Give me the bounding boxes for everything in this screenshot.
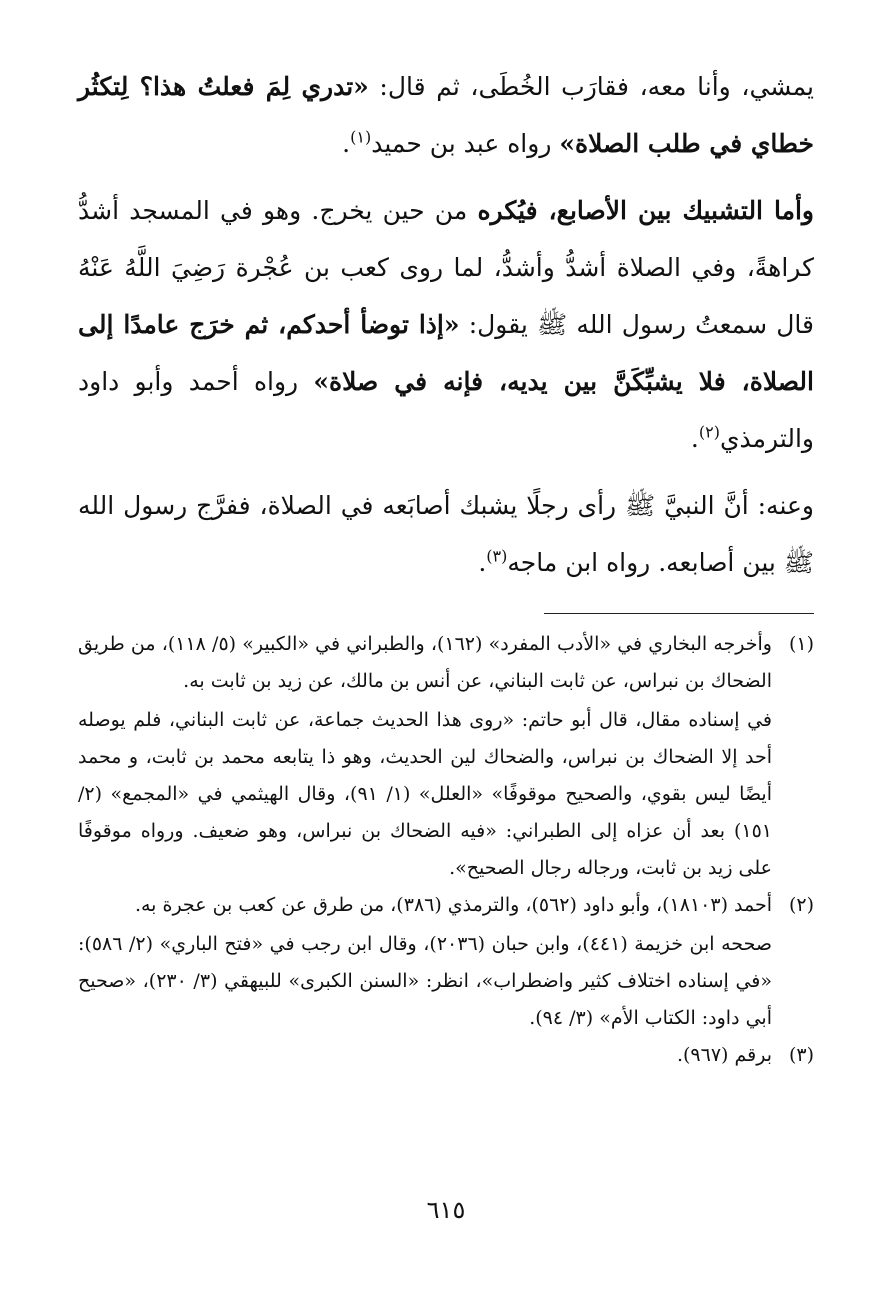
text-run: يمشي، وأنا معه، فقارَب الخُطَى، ثم قال: bbox=[368, 72, 815, 101]
footnote-number: (١) bbox=[788, 633, 814, 655]
hadith-quote: «إذا توضأ أحدكم، ثم خرَج عامدًا إلى الصلاة، فلا يشبِّكَنَّ بين يديه، فإنه في صلاة» bbox=[78, 310, 814, 396]
footnote-body bbox=[78, 887, 772, 1037]
footnote-body bbox=[78, 626, 772, 887]
paragraph-2 bbox=[78, 182, 814, 467]
text-run: وعنه: أنَّ النبيَّ ﷺ رأى رجلًا يشبك أصابَعه في الصلاة، ففرَّج رسول الله ﷺ بين أصابعه. رواه ابن ماجه bbox=[78, 491, 814, 577]
footnote-number: (٢) bbox=[788, 894, 814, 916]
text-run: . bbox=[690, 424, 699, 453]
paragraph-1 bbox=[78, 58, 814, 172]
text-run: رواه عبد بن حميد bbox=[371, 129, 560, 158]
text-run: رواه أحمد وأبو داود والترمذي bbox=[78, 367, 814, 453]
footnote-3 bbox=[78, 1037, 814, 1074]
hadith-quote: «تدري لِمَ فعلتُ هذا؟ لِتكثُر خطاي في طلب الصلاة» bbox=[78, 72, 814, 158]
page-number: ٦١٥ bbox=[426, 1196, 466, 1224]
footnote-paragraph: وأخرجه البخاري في «الأدب المفرد» (١٦٢)، والطبراني في «الكبير» (٥/ ١١٨)، من طريق الضحاك بن نبراس، عن ثابت البناني، عن أنس بن مالك، عن زيد بن ثابت به. bbox=[78, 633, 772, 692]
section-lead: وأما التشبيك بين الأصابع، فيُكره bbox=[477, 196, 814, 225]
footnote-paragraph: صححه ابن خزيمة (٤٤١)، وابن حبان (٢٠٣٦)، وقال ابن رجب في «فتح الباري» (٢/ ٥٨٦): «في إسناده اختلاف كثير واضطراب»، انظر: «السنن الكبرى» للبيهقي (٣/ ٢٣٠)، «صحيح أبي داود: الكتاب الأم» (٣/ ٩٤). bbox=[78, 933, 772, 1029]
paragraph-3 bbox=[78, 477, 814, 591]
footnote-1 bbox=[78, 626, 814, 887]
text-run: . bbox=[342, 129, 351, 158]
footnote-ref-3[interactable]: (٣) bbox=[486, 546, 508, 566]
footnote-paragraph: برقم (٩٦٧). bbox=[676, 1044, 772, 1066]
text-run: من حين يخرج. وهو في المسجد أشدُّ كراهةً، وفي الصلاة أشدُّ وأشدُّ، لما روى كعب بن عُجْرة رَضِيَ اللَّهُ عَنْهُ قال سمعتُ رسول الله ﷺ يقول: bbox=[78, 196, 814, 339]
footnote-ref-2[interactable]: (٢) bbox=[698, 422, 720, 442]
footnote-paragraph: أحمد (١٨١٠٣)، وأبو داود (٥٦٢)، والترمذي (٣٨٦)، من طرق عن كعب بن عجرة به. bbox=[134, 894, 772, 916]
footnote-paragraph: في إسناده مقال، قال أبو حاتم: «روى هذا الحديث جماعة، عن ثابت البناني، فلم يوصله أحد إلا الضحاك بن نبراس، والضحاك لين الحديث، وهو ذا يتابعه محمد بن ثابت، و محمد أيضًا ليس بقوي، والصحيح موقوفًا» «العلل» (١/ ٩١)، وقال الهيثمي في «المجمع» (٢/ ١٥١) بعد أن عزاه إلى الطبراني: «فيه الضحاك بن نبراس، وهو ضعيف. ورواه موقوفًا على زيد بن ثابت، ورجاله رجال الصحيح». bbox=[78, 709, 772, 879]
footnote-divider bbox=[544, 613, 814, 614]
footnote-2 bbox=[78, 887, 814, 1037]
main-text bbox=[78, 58, 814, 591]
footnote-number: (٣) bbox=[788, 1044, 814, 1066]
text-run: . bbox=[478, 548, 487, 577]
footnotes bbox=[78, 626, 814, 1074]
footnote-ref-1[interactable]: (١) bbox=[350, 127, 372, 147]
footnote-body bbox=[78, 1037, 772, 1074]
